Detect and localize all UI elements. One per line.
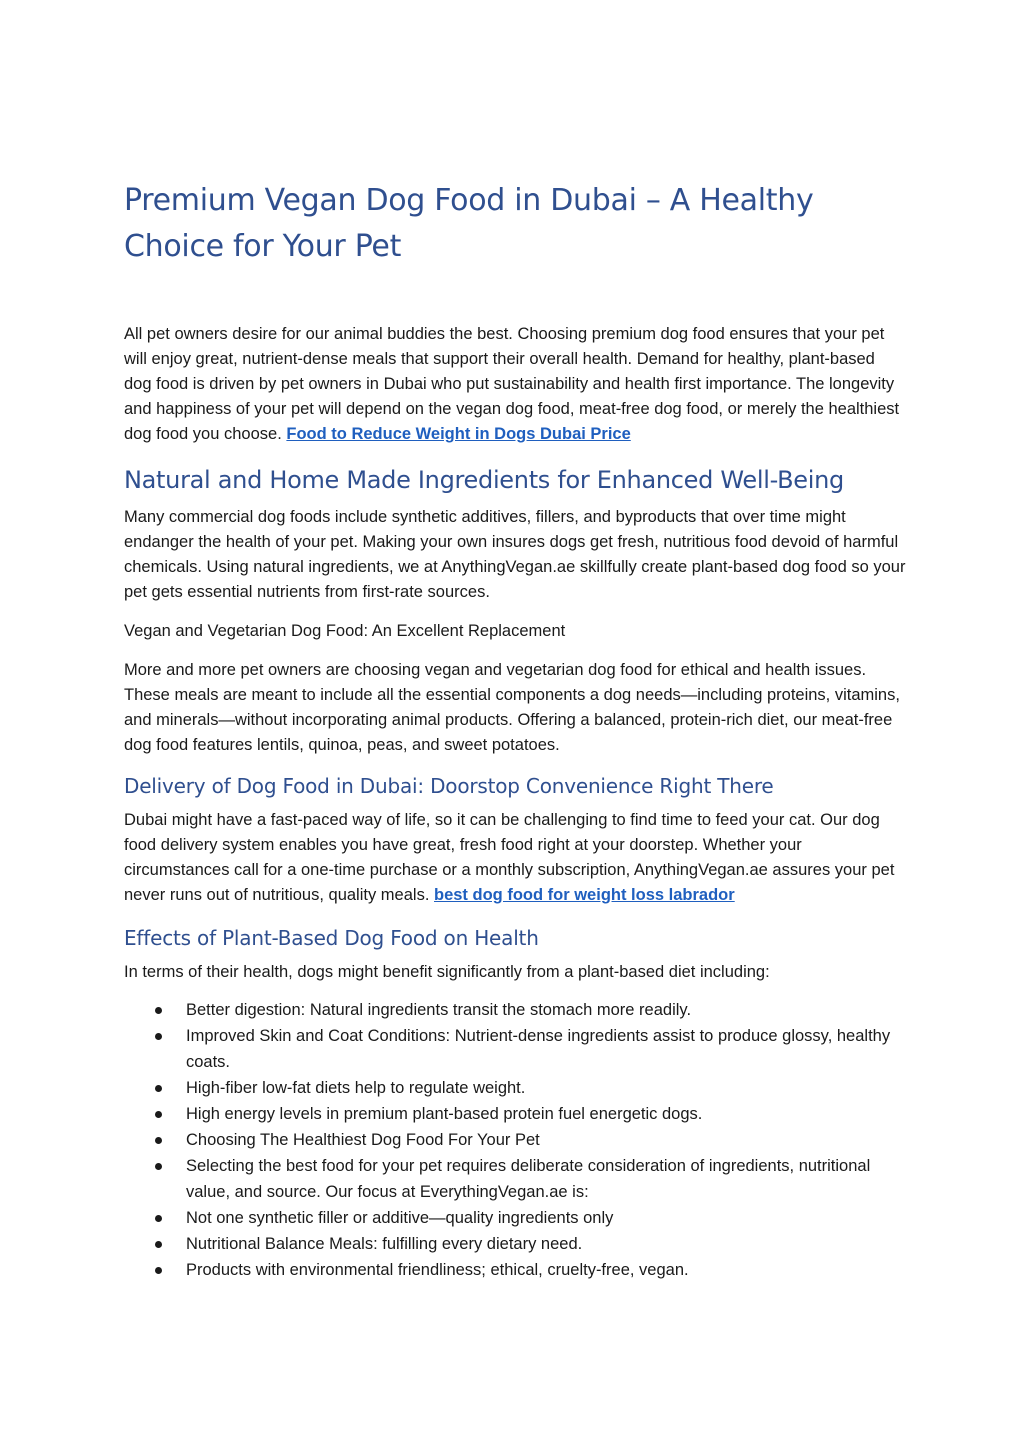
- section-heading-delivery: Delivery of Dog Food in Dubai: Doorstop Convenience Right There: [124, 774, 774, 798]
- section-heading-ingredients: Natural and Home Made Ingredients for Enhanced Well-Being: [124, 466, 844, 494]
- list-item: Nutritional Balance Meals: fulfilling every dietary need.: [124, 1231, 906, 1257]
- list-item: Choosing The Healthiest Dog Food For Your Pet: [124, 1127, 906, 1153]
- reduce-weight-link[interactable]: Food to Reduce Weight in Dogs Dubai Price: [286, 425, 631, 443]
- bullet-icon: [155, 1007, 162, 1014]
- weight-loss-labrador-link[interactable]: best dog food for weight loss labrador: [434, 886, 735, 904]
- health-intro: In terms of their health, dogs might benefit significantly from a plant-based diet including:: [124, 963, 770, 981]
- delivery-paragraph: [124, 808, 906, 908]
- bullet-icon: [155, 1033, 162, 1040]
- bullet-icon: [155, 1241, 162, 1248]
- list-item: Improved Skin and Coat Conditions: Nutrient-dense ingredients assist to produce glossy, healthy coats.: [124, 1023, 906, 1075]
- vegan-subheading: Vegan and Vegetarian Dog Food: An Excellent Replacement: [124, 622, 566, 640]
- intro-paragraph: [124, 322, 906, 447]
- bullet-icon: [155, 1215, 162, 1222]
- intro-text: All pet owners desire for our animal buddies the best. Choosing premium dog food ensures that your pet will enjoy great, nutrient-dense meals that support their overall health. Demand for healthy, plant-based dog food is driven by pet owners in Dubai who put sustainability and health first importance. The longevity and happiness of your pet will depend on the vegan dog food, meat-free dog food, or merely the healthiest dog food you choose.: [124, 325, 900, 443]
- ingredients-paragraph: Many commercial dog foods include synthetic additives, fillers, and byproducts that over time might endanger the health of your pet. Making your own insures dogs get fresh, nutritious food devoid of harmful chemicals. Using natural ingredients, we at AnythingVegan.ae skillfully create plant-based dog food so your pet gets essential nutrients from first-rate sources.: [124, 508, 906, 601]
- list-item: Better digestion: Natural ingredients transit the stomach more readily.: [124, 997, 906, 1023]
- bullet-icon: [155, 1163, 162, 1170]
- section-heading-health: Effects of Plant-Based Dog Food on Health: [124, 926, 539, 950]
- page-title: Premium Vegan Dog Food in Dubai – A Healthy Choice for Your Pet: [124, 183, 814, 264]
- list-item: Selecting the best food for your pet requires deliberate consideration of ingredients, nutritional value, and source. Our focus at EverythingVegan.ae is:: [124, 1153, 906, 1205]
- list-item: Products with environmental friendliness; ethical, cruelty-free, vegan.: [124, 1257, 906, 1283]
- list-item: High-fiber low-fat diets help to regulate weight.: [124, 1075, 906, 1101]
- bullet-icon: [155, 1137, 162, 1144]
- benefits-list: [124, 997, 906, 1283]
- document-page: [124, 178, 906, 1283]
- list-item: High energy levels in premium plant-based protein fuel energetic dogs.: [124, 1101, 906, 1127]
- bullet-icon: [155, 1111, 162, 1118]
- bullet-icon: [155, 1085, 162, 1092]
- vegan-paragraph: More and more pet owners are choosing vegan and vegetarian dog food for ethical and health issues. These meals are meant to include all the essential components a dog needs—including proteins, vitamins, and minerals—without incorporating animal products. Offering a balanced, protein-rich diet, our meat-free dog food features lentils, quinoa, peas, and sweet potatoes.: [124, 661, 900, 754]
- bullet-icon: [155, 1267, 162, 1274]
- list-item: Not one synthetic filler or additive—quality ingredients only: [124, 1205, 906, 1231]
- delivery-text: Dubai might have a fast-paced way of life, so it can be challenging to find time to feed your cat. Our dog food delivery system enables you have great, fresh food right at your doorstep. Whether your circumstances call for a one-time purchase or a monthly subscription, AnythingVegan.ae assures your pet never runs out of nutritious, quality meals.: [124, 811, 895, 904]
